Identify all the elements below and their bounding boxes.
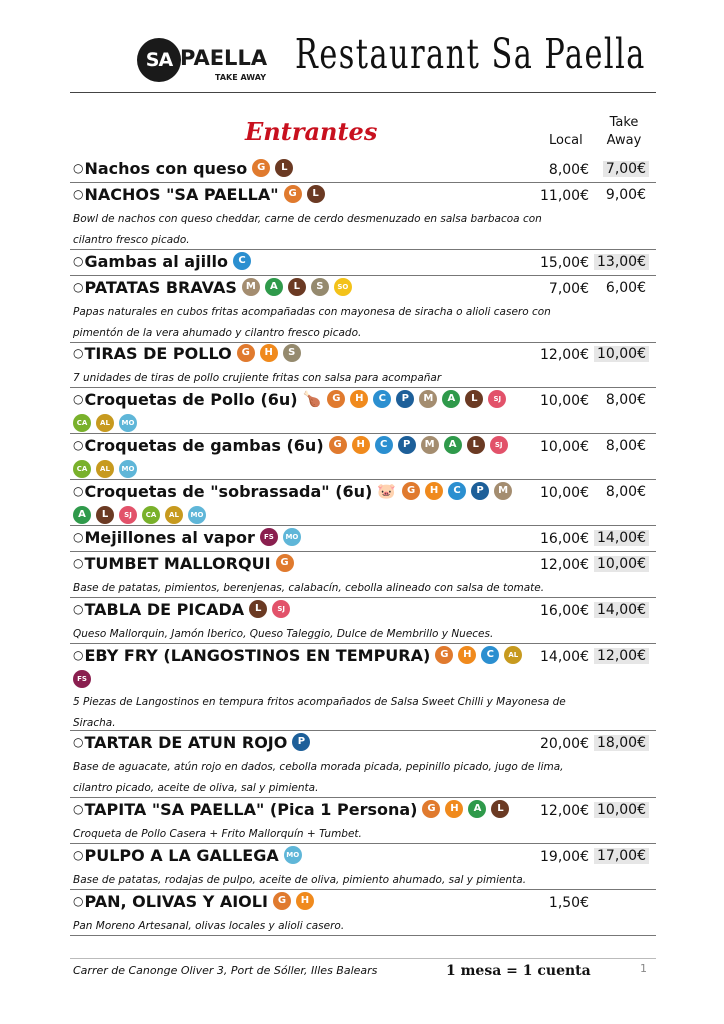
description-line: Pan Moreno Artesanal, olivas locales y alioli casero. — [73, 920, 345, 932]
lupin-allergen-icon: AL — [165, 506, 183, 524]
menu-item-description — [70, 916, 656, 939]
price-local: 1,50€ — [548, 895, 589, 911]
milk-allergen-icon: L — [307, 185, 325, 203]
menu-item — [70, 183, 656, 250]
allergen-icons — [237, 343, 306, 363]
column-header-take-line2: Away — [606, 133, 642, 148]
menu-item-name-text: EBY FRY (LANGOSTINOS EN TEMPURA) — [84, 646, 431, 665]
menu-item-name — [73, 554, 299, 574]
price-local: 15,00€ — [540, 255, 589, 271]
menu-item — [70, 552, 656, 598]
price-take-away: 14,00€ — [594, 530, 649, 546]
allergen-icons — [242, 277, 357, 297]
mustard-allergen-icon: M — [494, 482, 512, 500]
menu-item-row — [70, 731, 656, 757]
celery-allergen-icon: A — [442, 390, 460, 408]
header-divider — [70, 92, 656, 93]
crustacean-allergen-icon: C — [373, 390, 391, 408]
price-local: 16,00€ — [540, 603, 589, 619]
celery-allergen-icon: A — [73, 506, 91, 524]
crustacean-allergen-icon: C — [375, 436, 393, 454]
logo-subtitle: TAKE AWAY — [215, 73, 266, 82]
column-header-local: Local — [549, 133, 583, 148]
menu-item-name-text: Gambas al ajillo — [84, 252, 229, 271]
bullet-icon: ○ — [73, 556, 84, 570]
nuts-allergen-icon: FS — [260, 528, 278, 546]
mustard-allergen-icon: M — [421, 436, 439, 454]
menu-item-name-text: TAPITA "SA PAELLA" (Pica 1 Persona) — [84, 800, 418, 819]
menu-item-row — [70, 598, 656, 624]
menu-item-name-text: Nachos con queso — [84, 159, 248, 178]
egg-allergen-icon: H — [260, 344, 278, 362]
description-line: cilantro picado, aceite de oliva, sal y pimienta. — [73, 782, 319, 794]
menu-item-name — [73, 390, 511, 410]
price-take-away: 14,00€ — [594, 602, 649, 618]
menu-item — [70, 157, 656, 183]
column-header-take-away — [598, 114, 650, 150]
bullet-icon: ○ — [73, 161, 84, 175]
soy-allergen-icon: SJ — [119, 506, 137, 524]
description-line: 5 Piezas de Langostinos en tempura fritos acompañados de Salsa Sweet Chilli y Mayonesa de — [73, 696, 566, 708]
allergen-icons — [422, 799, 514, 819]
menu-item-row — [70, 276, 656, 302]
menu-item-row — [70, 644, 656, 670]
menu-item — [70, 844, 656, 890]
menu-item-row — [70, 183, 656, 209]
allergen-icons — [284, 845, 307, 865]
allergen-icons — [252, 158, 298, 178]
nuts-allergen-icon: FS — [73, 670, 91, 688]
menu-item-name-text: PULPO A LA GALLEGA — [84, 846, 279, 865]
description-line: Siracha. — [73, 717, 116, 729]
menu-item — [70, 644, 656, 731]
lupin-allergen-icon: AL — [96, 414, 114, 432]
menu-item-row — [70, 480, 656, 506]
page-number: 1 — [640, 962, 647, 975]
mollusc-allergen-icon: MO — [188, 506, 206, 524]
description-line: Base de aguacate, atún rojo en dados, cebolla morada picada, pepinillo picado, jugo de lima, — [73, 761, 564, 773]
price-take-away: 8,00€ — [605, 438, 646, 454]
menu-item — [70, 250, 656, 276]
description-line: Bowl de nachos con queso cheddar, carne de cerdo desmenuzado en salsa barbacoa con — [73, 213, 542, 225]
gluten-allergen-icon: G — [276, 554, 294, 572]
bullet-icon: ○ — [73, 484, 84, 498]
price-local: 14,00€ — [540, 649, 589, 665]
soy-allergen-icon: SJ — [490, 436, 508, 454]
allergen-icons-row2 — [73, 668, 659, 690]
allergen-icons — [284, 184, 330, 204]
allergen-icons — [435, 645, 527, 665]
menu-item-name-text: TABLA DE PICADA — [84, 600, 245, 619]
price-local: 16,00€ — [540, 531, 589, 547]
egg-allergen-icon: H — [350, 390, 368, 408]
menu-item-name-text: TUMBET MALLORQUI — [84, 554, 271, 573]
bullet-icon: ○ — [73, 254, 84, 268]
allergen-icons — [249, 599, 295, 619]
menu-item-row — [70, 552, 656, 578]
gluten-allergen-icon: G — [435, 646, 453, 664]
price-local: 12,00€ — [540, 347, 589, 363]
menu-item-name — [73, 185, 330, 205]
bullet-icon: ○ — [73, 280, 84, 294]
gluten-allergen-icon: G — [327, 390, 345, 408]
crustacean-allergen-icon: C — [481, 646, 499, 664]
egg-allergen-icon: H — [458, 646, 476, 664]
menu-item-name — [73, 646, 527, 666]
menu-item-name — [73, 482, 517, 502]
price-local: 7,00€ — [548, 281, 589, 297]
menu-item-name — [73, 436, 513, 456]
lupin-allergen-icon: AL — [96, 460, 114, 478]
menu-item — [70, 890, 656, 936]
menu-item-name-text: Croquetas de Pollo (6u) — [84, 390, 298, 409]
allergen-icons-row2 — [73, 458, 659, 480]
menu-item-name — [73, 800, 514, 820]
menu-item-row — [70, 250, 656, 276]
mustard-allergen-icon: M — [242, 278, 260, 296]
menu-item-name-text: Croquetas de gambas (6u) — [84, 436, 324, 455]
footer-address: Carrer de Canonge Oliver 3, Port de Sóller, Illes Balears — [73, 964, 378, 977]
menu-item-name — [73, 733, 315, 753]
menu-item-name-text: PATATAS BRAVAS — [84, 278, 237, 297]
menu-item-name-text: Croquetas de "sobrassada" (6u) — [84, 482, 373, 501]
peanut-allergen-icon: CA — [142, 506, 160, 524]
description-line: Queso Mallorquin, Jamón Iberico, Queso Taleggio, Dulce de Membrillo y Nueces. — [73, 628, 494, 640]
price-take-away: 18,00€ — [594, 735, 649, 751]
fish-allergen-icon: P — [398, 436, 416, 454]
menu-item-name — [73, 600, 295, 620]
menu-item-row — [70, 844, 656, 870]
description-line: Base de patatas, rodajas de pulpo, aceite de oliva, pimiento ahumado, sal y pimienta. — [73, 874, 527, 886]
price-take-away: 13,00€ — [594, 254, 649, 270]
menu-item-description — [70, 302, 656, 346]
gluten-allergen-icon: G — [284, 185, 302, 203]
egg-allergen-icon: H — [296, 892, 314, 910]
price-take-away: 8,00€ — [605, 484, 646, 500]
milk-allergen-icon: L — [467, 436, 485, 454]
bullet-icon: ○ — [73, 438, 84, 452]
menu-item-name — [73, 846, 307, 866]
allergen-icons-row2 — [73, 504, 659, 526]
menu-item-description — [70, 209, 656, 253]
lupin-allergen-icon: AL — [504, 646, 522, 664]
gluten-allergen-icon: G — [402, 482, 420, 500]
bullet-icon: ○ — [73, 735, 84, 749]
allergen-icons — [292, 732, 315, 752]
price-take-away: 9,00€ — [605, 187, 646, 203]
soy-allergen-icon: SJ — [272, 600, 290, 618]
chicken-leg-icon: 🍗 — [302, 390, 322, 409]
bullet-icon: ○ — [73, 802, 84, 816]
bullet-icon: ○ — [73, 392, 84, 406]
bullet-icon: ○ — [73, 346, 84, 360]
footer-divider — [70, 958, 656, 959]
bullet-icon: ○ — [73, 187, 84, 201]
column-header-take-line1: Take — [609, 115, 639, 130]
menu-item-name — [73, 159, 298, 179]
menu-item — [70, 598, 656, 644]
description-line: Base de patatas, pimientos, berenjenas, calabacín, cebolla alineado con salsa de tomate. — [73, 582, 545, 594]
fish-allergen-icon: P — [396, 390, 414, 408]
price-local: 10,00€ — [540, 439, 589, 455]
bullet-icon: ○ — [73, 894, 84, 908]
price-local: 10,00€ — [540, 485, 589, 501]
price-take-away: 10,00€ — [594, 802, 649, 818]
menu-item-row — [70, 157, 656, 183]
menu-item-name — [73, 344, 306, 364]
menu-item-row — [70, 342, 656, 368]
description-line: pimentón de la vera ahumado y cilantro fresco picado. — [73, 327, 362, 339]
fish-allergen-icon: P — [471, 482, 489, 500]
description-line: Papas naturales en cubos fritas acompañadas con mayonesa de siracha o alioli casero con — [73, 306, 551, 318]
gluten-allergen-icon: G — [329, 436, 347, 454]
price-local: 11,00€ — [540, 188, 589, 204]
sesame-allergen-icon: S — [283, 344, 301, 362]
logo-word: PAELLA — [180, 46, 268, 70]
milk-allergen-icon: L — [249, 600, 267, 618]
crustacean-allergen-icon: C — [233, 252, 251, 270]
section-title: Entrantes — [245, 117, 378, 146]
bullet-icon: ○ — [73, 648, 84, 662]
menu-item-name-text: TARTAR DE ATUN ROJO — [84, 733, 288, 752]
gluten-allergen-icon: G — [273, 892, 291, 910]
menu-item-description — [70, 757, 656, 801]
peanut-allergen-icon: CA — [73, 460, 91, 478]
allergen-icons — [233, 251, 256, 271]
menu-item-description — [70, 692, 656, 736]
price-local: 20,00€ — [540, 736, 589, 752]
milk-allergen-icon: L — [465, 390, 483, 408]
celery-allergen-icon: A — [468, 800, 486, 818]
milk-allergen-icon: L — [275, 159, 293, 177]
menu-item-row — [70, 890, 656, 916]
bullet-icon: ○ — [73, 602, 84, 616]
menu-item-row — [70, 434, 656, 460]
page-title: Restaurant Sa Paella — [295, 30, 646, 78]
menu-item — [70, 526, 656, 552]
menu-item — [70, 798, 656, 844]
menu-item-name — [73, 278, 357, 298]
milk-allergen-icon: L — [288, 278, 306, 296]
peanut-allergen-icon: CA — [73, 414, 91, 432]
menu-item-row — [70, 526, 656, 552]
celery-allergen-icon: A — [265, 278, 283, 296]
logo-mark: SA — [137, 38, 181, 82]
logo — [137, 38, 268, 88]
egg-allergen-icon: H — [352, 436, 370, 454]
mollusc-allergen-icon: MO — [119, 460, 137, 478]
gluten-allergen-icon: G — [252, 159, 270, 177]
allergen-icons-row2 — [73, 412, 659, 434]
allergen-icons — [276, 553, 299, 573]
description-line: 7 unidades de tiras de pollo crujiente fritas con salsa para acompañar — [73, 372, 442, 384]
bullet-icon: ○ — [73, 530, 84, 544]
menu-item-row — [70, 798, 656, 824]
price-local: 12,00€ — [540, 803, 589, 819]
menu-item — [70, 480, 656, 526]
menu-item-name-text: Mejillones al vapor — [84, 528, 255, 547]
crustacean-allergen-icon: C — [448, 482, 466, 500]
footer-note: 1 mesa = 1 cuenta — [446, 963, 591, 979]
price-take-away: 12,00€ — [594, 648, 649, 664]
price-local: 8,00€ — [548, 162, 589, 178]
price-take-away: 6,00€ — [605, 280, 646, 296]
price-take-away: 10,00€ — [594, 346, 649, 362]
menu-item-row — [70, 388, 656, 414]
sulphites-allergen-icon: SO — [334, 278, 352, 296]
description-line: Croqueta de Pollo Casera + Frito Mallorquín + Tumbet. — [73, 828, 362, 840]
menu-item-name — [73, 252, 256, 272]
egg-allergen-icon: H — [425, 482, 443, 500]
price-take-away: 10,00€ — [594, 556, 649, 572]
mollusc-allergen-icon: MO — [283, 528, 301, 546]
price-local: 12,00€ — [540, 557, 589, 573]
menu-item — [70, 731, 656, 798]
pig-icon: 🐷 — [377, 482, 397, 501]
gluten-allergen-icon: G — [237, 344, 255, 362]
menu-item-name-text: TIRAS DE POLLO — [84, 344, 232, 363]
bullet-icon: ○ — [73, 848, 84, 862]
allergen-icons — [260, 527, 306, 547]
price-local: 19,00€ — [540, 849, 589, 865]
price-local: 10,00€ — [540, 393, 589, 409]
egg-allergen-icon: H — [445, 800, 463, 818]
gluten-allergen-icon: G — [422, 800, 440, 818]
celery-allergen-icon: A — [444, 436, 462, 454]
milk-allergen-icon: L — [96, 506, 114, 524]
mollusc-allergen-icon: MO — [119, 414, 137, 432]
menu-item-name — [73, 528, 306, 548]
menu-item-name-text: NACHOS "SA PAELLA" — [84, 185, 279, 204]
sesame-allergen-icon: S — [311, 278, 329, 296]
soy-allergen-icon: SJ — [488, 390, 506, 408]
menu-item-name-text: PAN, OLIVAS Y AIOLI — [84, 892, 268, 911]
price-take-away: 8,00€ — [605, 392, 646, 408]
allergen-icons — [377, 481, 517, 501]
price-take-away: 7,00€ — [603, 161, 649, 177]
menu-item-name — [73, 892, 319, 912]
description-line: cilantro fresco picado. — [73, 234, 190, 246]
menu-item — [70, 342, 656, 388]
mollusc-allergen-icon: MO — [284, 846, 302, 864]
milk-allergen-icon: L — [491, 800, 509, 818]
menu-item — [70, 276, 656, 343]
menu-item — [70, 434, 656, 480]
allergen-icons — [303, 389, 512, 409]
fish-allergen-icon: P — [292, 733, 310, 751]
menu-item — [70, 388, 656, 434]
mustard-allergen-icon: M — [419, 390, 437, 408]
allergen-icons — [273, 891, 319, 911]
allergen-icons — [329, 435, 513, 455]
price-take-away: 17,00€ — [594, 848, 649, 864]
